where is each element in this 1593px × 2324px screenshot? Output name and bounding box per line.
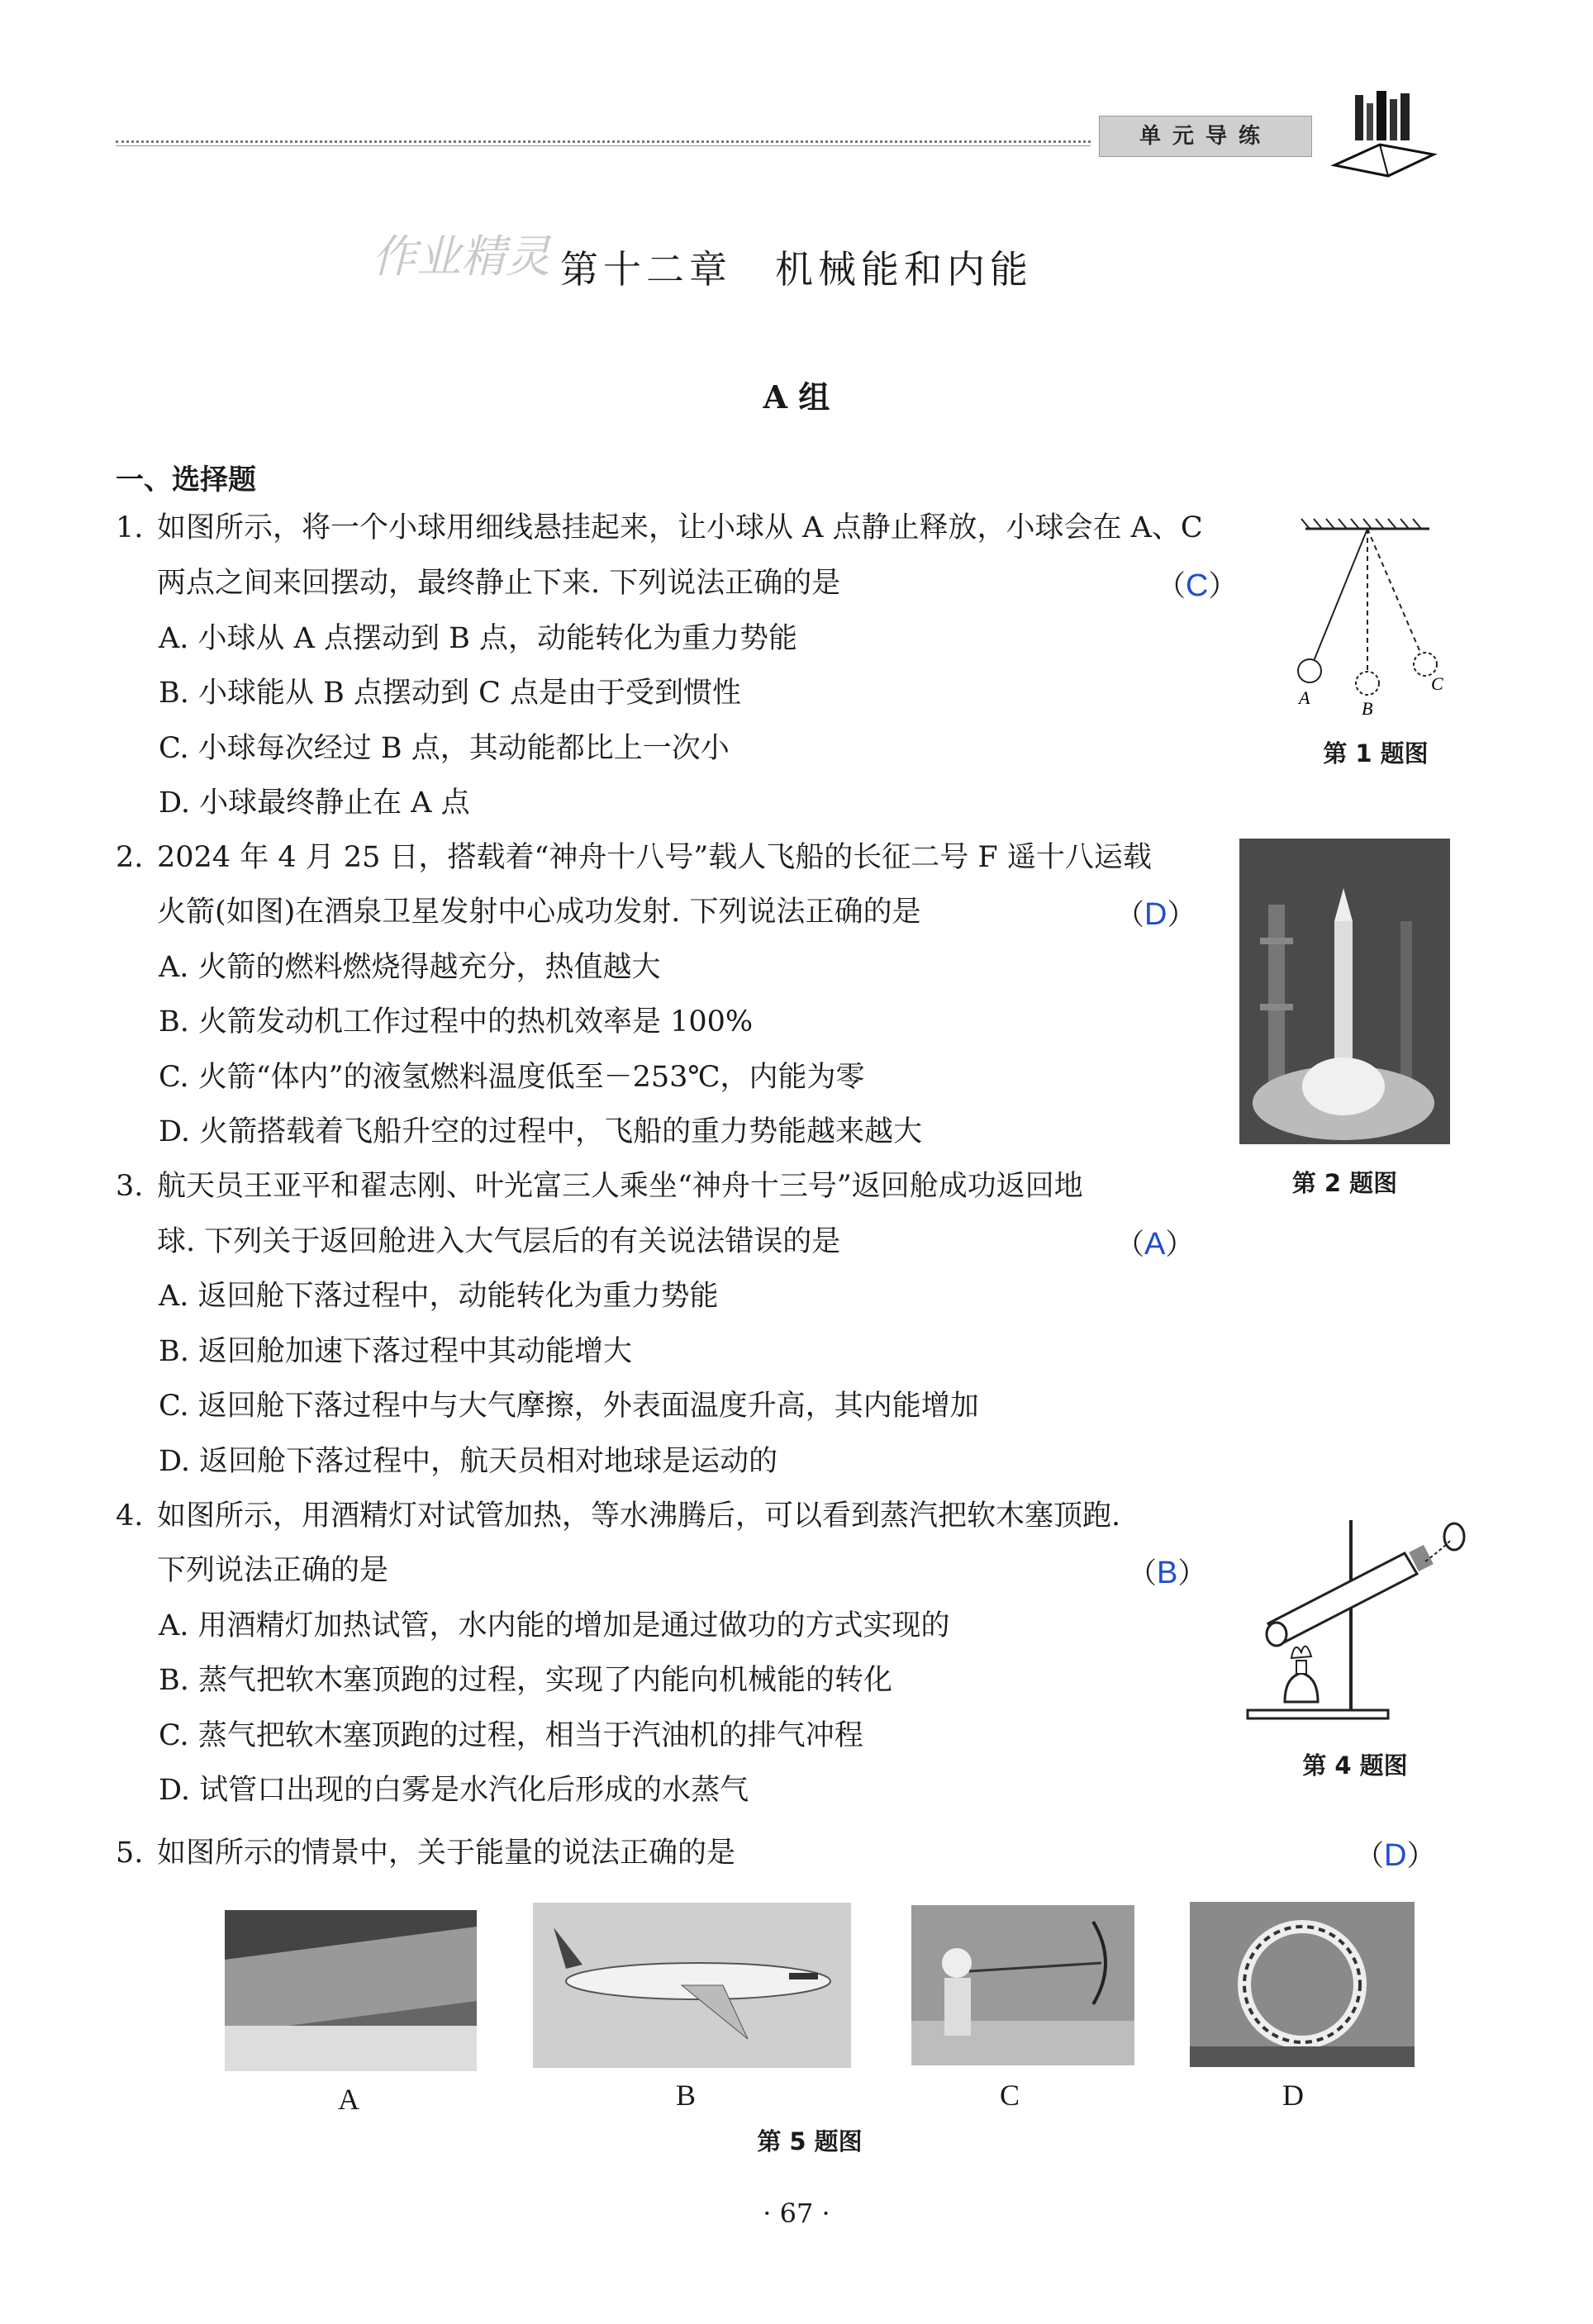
rocket-launch-photo: [1239, 839, 1450, 1144]
dam-photo: [225, 1910, 477, 2071]
photo-label-b: B: [675, 2079, 696, 2112]
airplane-photo: [533, 1903, 851, 2068]
figure-caption: 第 2 题图: [1291, 1169, 1398, 1197]
option: A. 返回舱下落过程中，动能转化为重力势能: [159, 1280, 719, 1313]
test-tube-figure: [1243, 1508, 1471, 1731]
books-icon: [1330, 87, 1438, 178]
option: D. 返回舱下落过程中，航天员相对地球是运动的: [159, 1445, 778, 1478]
option: B. 火箭发动机工作过程中的热机效率是 100%: [159, 1005, 754, 1038]
question-text: 火箭(如图)在酒泉卫星发射中心成功发射. 下列说法正确的是: [157, 896, 921, 929]
figure-label: A: [1299, 687, 1310, 708]
roller-coaster-photo: [1190, 1902, 1415, 2067]
photo-label-d: D: [1282, 2079, 1304, 2112]
option: A. 小球从 A 点摆动到 B 点，动能转化为重力势能: [159, 622, 798, 655]
pendulum-figure: [1289, 512, 1454, 719]
question-text: 如图所示，将一个小球用细线悬挂起来，让小球从 A 点静止释放，小球会在 A、C: [157, 511, 1203, 544]
answer-letter: D: [1144, 897, 1167, 932]
answer-bracket: （C）: [1157, 568, 1238, 603]
option: C. 返回舱下落过程中与大气摩擦，外表面温度升高，其内能增加: [159, 1390, 979, 1423]
question-text: 航天员王亚平和翟志刚、叶光富三人乘坐“神舟十三号”返回舱成功返回地: [157, 1170, 1083, 1203]
answer-letter: A: [1144, 1227, 1166, 1262]
header-rule-thin: [116, 145, 1091, 146]
archer-photo: [911, 1905, 1134, 2065]
question-text: 下列说法正确的是: [157, 1554, 389, 1587]
group-title: A 组: [763, 378, 830, 416]
page-number: · 67 ·: [763, 2198, 830, 2229]
answer-bracket: （B）: [1128, 1556, 1207, 1590]
figure-caption: 第 1 题图: [1323, 739, 1429, 768]
question-number: 1.: [116, 511, 144, 544]
watermark: 作业精灵: [372, 230, 550, 283]
question-text: 两点之间来回摆动，最终静止下来. 下列说法正确的是: [157, 567, 841, 600]
question-number: 4.: [116, 1499, 144, 1533]
option: B. 返回舱加速下落过程中其动能增大: [159, 1335, 632, 1368]
question-number: 3.: [116, 1170, 144, 1203]
option: B. 小球能从 B 点摆动到 C 点是由于受到惯性: [159, 677, 741, 710]
option: D. 小球最终静止在 A 点: [159, 787, 470, 820]
option: D. 试管口出现的白雾是水汽化后形成的水蒸气: [159, 1774, 749, 1807]
header-section-label: 单元导练: [1099, 116, 1312, 157]
answer-letter: C: [1186, 568, 1209, 603]
photo-label-a: A: [338, 2083, 359, 2116]
header-rule: [116, 140, 1091, 143]
question-text: 如图所示的情景中，关于能量的说法正确的是: [157, 1837, 736, 1870]
answer-letter: B: [1157, 1556, 1178, 1590]
chapter-title: 第十二章 机械能和内能: [560, 247, 1033, 292]
photo-label-c: C: [999, 2079, 1020, 2112]
answer-bracket: （A）: [1115, 1227, 1195, 1262]
option: C. 火箭“体内”的液氢燃料温度低至－253℃，内能为零: [159, 1061, 865, 1094]
question-text: 如图所示，用酒精灯对试管加热，等水沸腾后，可以看到蒸汽把软木塞顶跑.: [157, 1499, 1121, 1533]
figure-caption: 第 5 题图: [757, 2127, 863, 2155]
question-number: 5.: [116, 1837, 144, 1870]
answer-bracket: （D）: [1355, 1838, 1436, 1873]
section-title: 一、选择题: [116, 463, 256, 497]
option: A. 火箭的燃料燃烧得越充分，热值越大: [159, 951, 661, 984]
question-text: 2024 年 4 月 25 日，搭载着“神舟十八号”载人飞船的长征二号 F 遥十八运载: [157, 841, 1152, 874]
option: B. 蒸气把软木塞顶跑的过程，实现了内能向机械能的转化: [159, 1664, 892, 1697]
option: D. 火箭搭载着飞船升空的过程中，飞船的重力势能越来越大: [159, 1115, 923, 1148]
option: C. 小球每次经过 B 点，其动能都比上一次小: [159, 732, 730, 765]
option: A. 用酒精灯加热试管，水内能的增加是通过做功的方式实现的: [159, 1609, 950, 1642]
figure-label: C: [1431, 673, 1443, 694]
figure-label: B: [1362, 698, 1373, 719]
question-text: 球. 下列关于返回舱进入大气层后的有关说法错误的是: [157, 1225, 841, 1258]
question-number: 2.: [116, 841, 144, 874]
answer-bracket: （D）: [1115, 897, 1196, 932]
answer-letter: D: [1384, 1838, 1407, 1873]
figure-caption: 第 4 题图: [1302, 1751, 1408, 1780]
option: C. 蒸气把软木塞顶跑的过程，相当于汽油机的排气冲程: [159, 1719, 863, 1752]
